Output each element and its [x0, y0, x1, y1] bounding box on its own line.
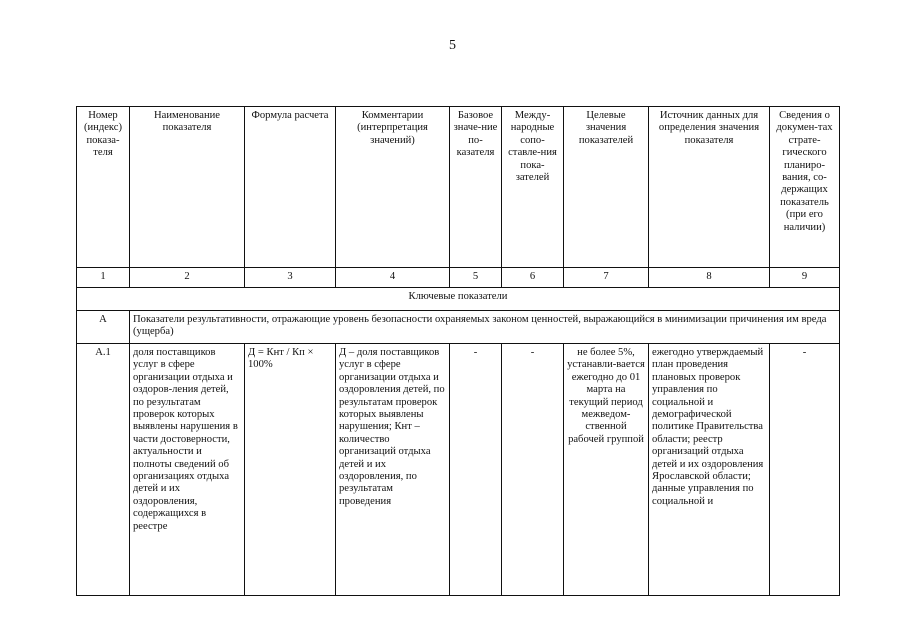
row-base: - — [450, 344, 502, 596]
table-header-row — [77, 107, 840, 268]
row-formula: Д = Кнт / Кп × 100% — [245, 344, 336, 596]
column-number: 1 — [77, 268, 130, 288]
header-cell-documents: Сведения о докумен-тах страте-гического планиро-вания, со-держащих показатель (при его наличии) — [770, 107, 840, 268]
row-documents: - — [770, 344, 840, 596]
header-cell-target: Целевые значения показателей — [564, 107, 649, 268]
column-number: 3 — [245, 268, 336, 288]
column-number: 2 — [130, 268, 245, 288]
row-target: не более 5%, устанавли-вается ежегодно до 01 марта на текущий период межведом-ственной рабочей группой — [564, 344, 649, 596]
row-comment: Д – доля поставщиков услуг в сфере организации отдыха и оздоровления детей, по результатам проверок которых выявлены нарушения; Кнт – количество организаций отдыха детей и их оздоровления, по результатам проведения — [336, 344, 450, 596]
header-cell-source: Источник данных для определения значения показателя — [649, 107, 770, 268]
indicators-table — [76, 106, 840, 596]
header-cell-base: Базовое значе-ние по-казателя — [450, 107, 502, 268]
column-number: 4 — [336, 268, 450, 288]
column-number: 5 — [450, 268, 502, 288]
row-index: А.1 — [77, 344, 130, 596]
row-name: доля поставщиков услуг в сфере организации отдыха и оздоров-ления детей, по результатам проверок которых выявлены нарушения в части достоверности, актуальности и полноты сведений об организациях отдыха детей и их оздоровления, содержащихся в реестре — [130, 344, 245, 596]
header-cell-index: Номер (индекс) показа-теля — [77, 107, 130, 268]
group-index: А — [77, 311, 130, 344]
column-number: 8 — [649, 268, 770, 288]
row-international: - — [502, 344, 564, 596]
header-cell-formula: Формула расчета — [245, 107, 336, 268]
column-number: 7 — [564, 268, 649, 288]
header-cell-comment: Комментарии (интерпретация значений) — [336, 107, 450, 268]
group-text: Показатели результативности, отражающие уровень безопасности охраняемых законом ценностей, выражающийся в минимизации причинения им вреда (ущерба) — [130, 311, 840, 344]
column-number-row — [77, 268, 840, 288]
section-title: Ключевые показатели — [77, 288, 840, 311]
group-row — [77, 311, 840, 344]
section-row — [77, 288, 840, 311]
row-source: ежегодно утверждаемый план проведения плановых проверок управления по социальной и демографической политике Правительства области; реестр организаций отдыха детей и их оздоровления Ярославской области; данные управления по социальной и — [649, 344, 770, 596]
page-number: 5 — [449, 38, 456, 53]
column-number: 6 — [502, 268, 564, 288]
table-row — [77, 344, 840, 596]
header-cell-name: Наименование показателя — [130, 107, 245, 268]
column-number: 9 — [770, 268, 840, 288]
header-cell-international: Между-народные сопо-ставле-ния пока-зателей — [502, 107, 564, 268]
